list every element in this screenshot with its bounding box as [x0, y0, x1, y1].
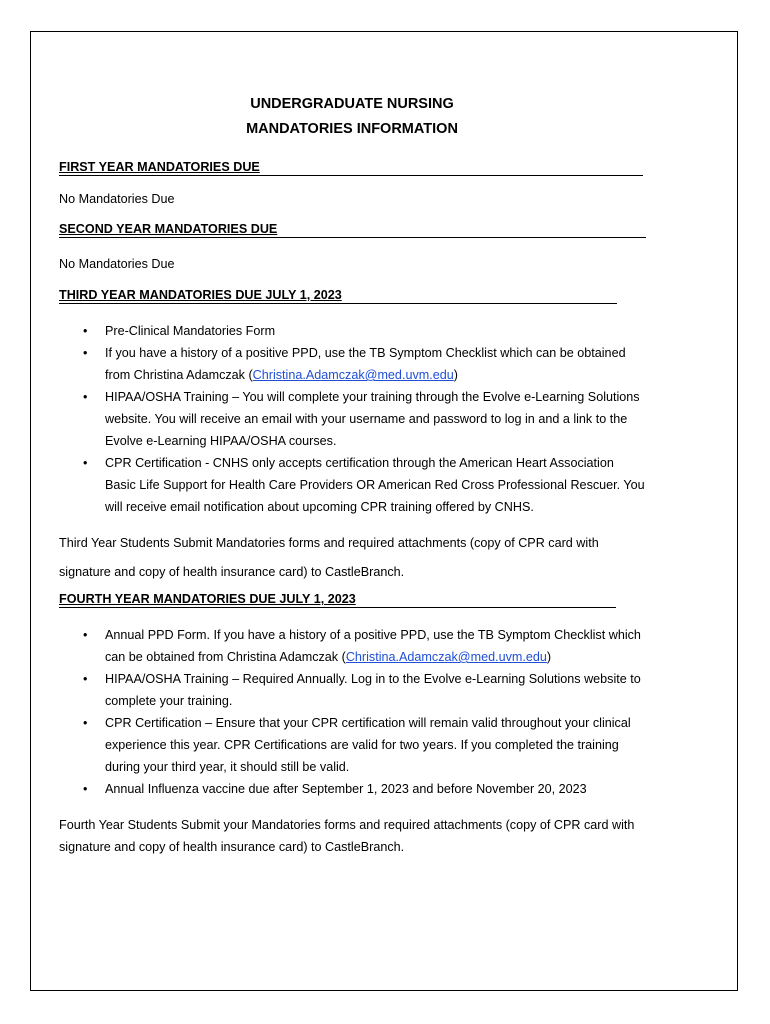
third-year-heading: THIRD YEAR MANDATORIES DUE JULY 1, 2023	[59, 287, 617, 304]
first-year-heading: FIRST YEAR MANDATORIES DUE	[59, 159, 643, 176]
list-item: • CPR Certification - CNHS only accepts certification through the American Heart Association Basic Life Support for Health Care Providers OR American Red Cross Professional Rescuer. You will receive email notification about upcoming CPR training offered by CNHS.	[59, 452, 645, 518]
fourth-year-list	[59, 624, 645, 800]
email-link[interactable]: Christina.Adamczak@med.uvm.edu	[345, 650, 547, 664]
second-year-text: No Mandatories Due	[59, 257, 175, 271]
list-item: • Pre-Clinical Mandatories Form	[59, 320, 645, 342]
list-item: • CPR Certification – Ensure that your CPR certification will remain valid throughout your clinical experience this year. CPR Certifications are valid for two years. If you completed the training during your third year, it should still be valid.	[59, 712, 645, 778]
list-item: • HIPAA/OSHA Training – Required Annually. Log in to the Evolve e-Learning Solutions website to complete your training.	[59, 668, 645, 712]
fourth-year-note: Fourth Year Students Submit your Mandatories forms and required attachments (copy of CPR card with signature and copy of health insurance card) to CastleBranch.	[59, 818, 635, 854]
page-subtitle: MANDATORIES INFORMATION	[246, 121, 458, 137]
third-year-list	[59, 320, 645, 518]
list-item: • Annual PPD Form. If you have a history of a positive PPD, use the TB Symptom Checklist which can be obtained from Christina Adamczak (Christina.Adamczak@med.uvm.edu)	[59, 624, 645, 668]
document-content	[59, 65, 645, 858]
list-item: • If you have a history of a positive PPD, use the TB Symptom Checklist which can be obtained from Christina Adamczak (Christina.Adamczak@med.uvm.edu)	[59, 342, 645, 386]
list-item: • HIPAA/OSHA Training – You will complete your training through the Evolve e-Learning Solutions website. You will receive an email with your username and password to log in and a link to the Evolve e-Learning HIPAA/OSHA courses.	[59, 386, 645, 452]
third-year-note: Third Year Students Submit Mandatories forms and required attachments (copy of CPR card with signature and copy of health insurance card) to CastleBranch.	[59, 536, 599, 579]
second-year-heading: SECOND YEAR MANDATORIES DUE	[59, 221, 646, 238]
first-year-text: No Mandatories Due	[59, 192, 175, 206]
list-item: • Annual Influenza vaccine due after September 1, 2023 and before November 20, 2023	[59, 778, 645, 800]
page-title: UNDERGRADUATE NURSING	[250, 96, 454, 112]
email-link[interactable]: Christina.Adamczak@med.uvm.edu	[252, 368, 454, 382]
fourth-year-heading: FOURTH YEAR MANDATORIES DUE JULY 1, 2023	[59, 591, 616, 608]
